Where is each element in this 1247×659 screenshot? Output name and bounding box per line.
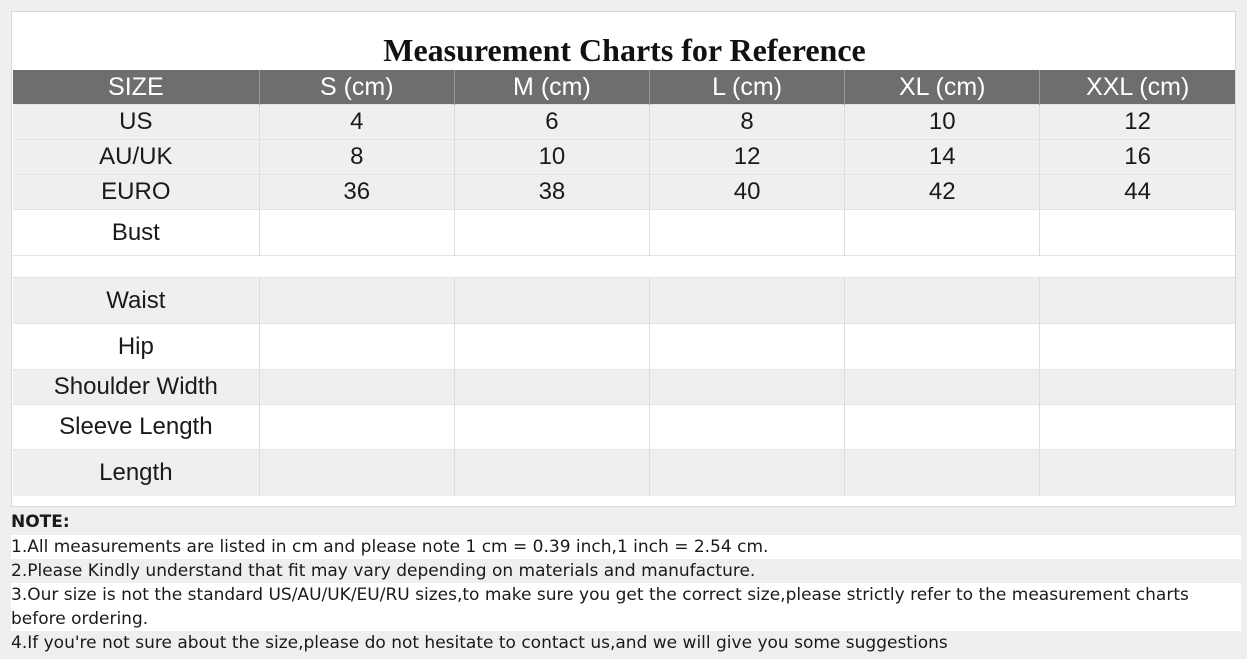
cell xyxy=(1040,450,1235,496)
note-line: 2.Please Kindly understand that fit may vary depending on materials and manufacture. xyxy=(11,561,756,581)
cell xyxy=(650,210,845,256)
row-label: Shoulder Width xyxy=(13,370,259,405)
cell xyxy=(845,405,1040,450)
cell xyxy=(259,450,454,496)
table-row xyxy=(13,450,1235,496)
cell: 12 xyxy=(650,140,845,175)
cell xyxy=(1040,370,1235,405)
cell: 10 xyxy=(454,140,649,175)
cell: 44 xyxy=(1040,175,1235,210)
cell xyxy=(454,324,649,370)
size-table xyxy=(13,70,1235,496)
cell: 16 xyxy=(1040,140,1235,175)
cell: 12 xyxy=(1040,105,1235,140)
note-line: 1.All measurements are listed in cm and please note 1 cm = 0.39 inch,1 inch = 2.54 cm. xyxy=(11,535,1241,559)
cell xyxy=(1040,256,1235,278)
measurement-chart xyxy=(11,11,1236,507)
cell: 36 xyxy=(259,175,454,210)
header-l: L (cm) xyxy=(650,70,845,105)
cell: 14 xyxy=(845,140,1040,175)
cell: 42 xyxy=(845,175,1040,210)
cell xyxy=(650,278,845,324)
cell xyxy=(1040,324,1235,370)
cell xyxy=(1040,210,1235,256)
table-row xyxy=(13,278,1235,324)
cell: 40 xyxy=(650,175,845,210)
cell xyxy=(650,450,845,496)
header-m: M (cm) xyxy=(454,70,649,105)
row-label: Sleeve Length xyxy=(13,405,259,450)
cell xyxy=(454,405,649,450)
notes-section xyxy=(11,510,1241,655)
cell: 8 xyxy=(259,140,454,175)
cell xyxy=(650,405,845,450)
cell: 38 xyxy=(454,175,649,210)
cell xyxy=(454,278,649,324)
note-line: 3.Our size is not the standard US/AU/UK/EU/RU sizes,to make sure you get the correct size,please strictly refer to the measurement charts before ordering. xyxy=(11,583,1241,631)
cell xyxy=(259,370,454,405)
header-size: SIZE xyxy=(13,70,259,105)
table-row xyxy=(13,405,1235,450)
table-row xyxy=(13,370,1235,405)
table-row xyxy=(13,140,1235,175)
header-s: S (cm) xyxy=(259,70,454,105)
cell xyxy=(259,405,454,450)
row-label: Bust xyxy=(13,210,259,256)
cell: 4 xyxy=(259,105,454,140)
row-label: Hip xyxy=(13,324,259,370)
row-label: US xyxy=(13,105,259,140)
row-label xyxy=(13,256,259,278)
table-row xyxy=(13,324,1235,370)
cell xyxy=(845,256,1040,278)
cell: 6 xyxy=(454,105,649,140)
cell xyxy=(650,256,845,278)
row-label: Length xyxy=(13,450,259,496)
cell xyxy=(650,324,845,370)
cell xyxy=(454,256,649,278)
table-header-row xyxy=(13,70,1235,105)
table-row xyxy=(13,175,1235,210)
cell xyxy=(845,324,1040,370)
cell xyxy=(259,324,454,370)
chart-title: Measurement Charts for Reference xyxy=(383,31,866,68)
cell: 10 xyxy=(845,105,1040,140)
header-xl: XL (cm) xyxy=(845,70,1040,105)
cell xyxy=(845,210,1040,256)
cell xyxy=(454,210,649,256)
cell: 8 xyxy=(650,105,845,140)
cell xyxy=(454,370,649,405)
notes-heading: NOTE: xyxy=(11,512,70,532)
row-label: EURO xyxy=(13,175,259,210)
header-xxl: XXL (cm) xyxy=(1040,70,1235,105)
cell xyxy=(650,370,845,405)
table-row xyxy=(13,210,1235,256)
table-row xyxy=(13,105,1235,140)
row-label: AU/UK xyxy=(13,140,259,175)
cell xyxy=(259,278,454,324)
cell xyxy=(845,278,1040,324)
note-line: 4.If you're not sure about the size,please do not hesitate to contact us,and we will give you some suggestions xyxy=(11,633,948,653)
table-row xyxy=(13,256,1235,278)
cell xyxy=(454,450,649,496)
cell xyxy=(1040,405,1235,450)
row-label: Waist xyxy=(13,278,259,324)
cell xyxy=(1040,278,1235,324)
cell xyxy=(845,370,1040,405)
cell xyxy=(259,210,454,256)
cell xyxy=(845,450,1040,496)
cell xyxy=(259,256,454,278)
